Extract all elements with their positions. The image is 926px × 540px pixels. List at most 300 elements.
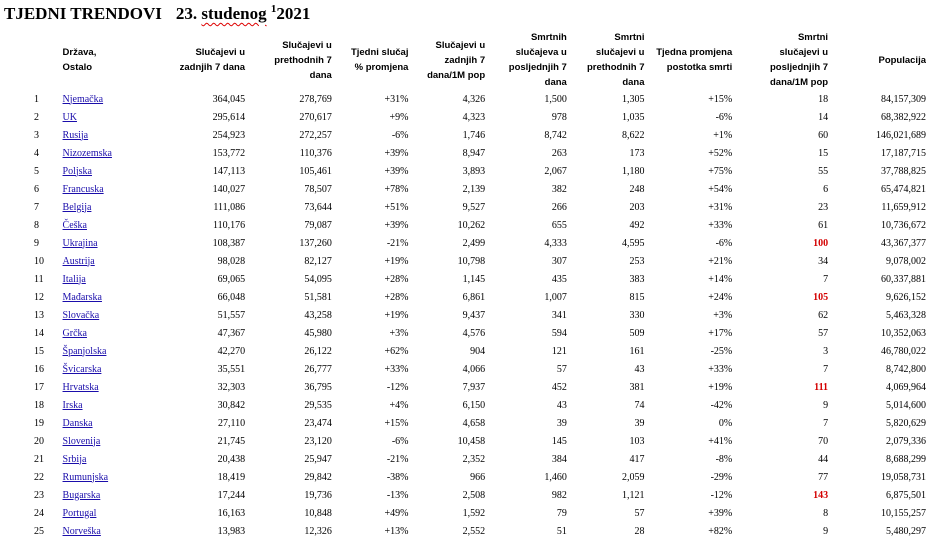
weekly-death-change-cell: +3%	[713, 309, 733, 321]
country-cell	[63, 90, 152, 108]
cases-per-1m-cell: 10,458	[457, 435, 486, 447]
table-row	[0, 198, 926, 216]
cases-prev-7-cell: 105,461	[299, 165, 332, 177]
country-link[interactable]: Italija	[62, 273, 86, 285]
country-link[interactable]: Srbija	[62, 453, 87, 465]
row-rank: 9	[34, 237, 39, 249]
country-cell	[63, 108, 152, 126]
row-rank: 13	[34, 309, 44, 321]
cases-per-1m-cell: 9,437	[462, 309, 486, 321]
country-link[interactable]: Slovačka	[62, 309, 100, 321]
deaths-prev-7-cell: 492	[629, 219, 645, 231]
cases-per-1m-cell: 4,066	[462, 363, 486, 375]
country-link[interactable]: Nizozemska	[62, 147, 112, 159]
country-link[interactable]: Švicarska	[62, 363, 102, 375]
table-row	[0, 504, 926, 522]
weekly-case-change-cell: -21%	[386, 237, 409, 249]
table-row	[0, 522, 926, 540]
table-row	[0, 324, 926, 342]
cases-last-7-cell: 111,086	[213, 201, 246, 213]
deaths-prev-7-cell: 1,035	[622, 111, 645, 123]
country-link[interactable]: Češka	[62, 219, 87, 231]
table-row	[0, 432, 926, 450]
cases-prev-7-cell: 25,947	[304, 453, 332, 465]
cases-last-7-cell: 18,419	[217, 471, 246, 483]
country-cell	[63, 342, 152, 360]
row-rank: 8	[34, 219, 39, 231]
row-rank: 19	[34, 417, 44, 429]
deaths-per-1m-cell: 57	[818, 327, 829, 339]
cases-per-1m-cell: 904	[470, 345, 486, 357]
row-rank: 1	[34, 93, 39, 105]
country-link[interactable]: Norveška	[62, 525, 101, 537]
deaths-per-1m-cell: 143	[813, 489, 829, 501]
weekly-case-change-cell: +28%	[384, 273, 409, 285]
deaths-last-7-cell: 2,067	[544, 165, 567, 177]
deaths-per-1m-cell: 3	[823, 345, 829, 357]
weekly-case-change-cell: +19%	[384, 309, 409, 321]
weekly-case-change-cell: -6%	[391, 129, 409, 141]
row-rank: 5	[34, 165, 39, 177]
cases-last-7-cell: 51,557	[217, 309, 246, 321]
cases-last-7-cell: 108,387	[212, 237, 246, 249]
country-cell	[63, 360, 152, 378]
deaths-prev-7-cell: 4,595	[622, 237, 645, 249]
row-rank: 14	[34, 327, 44, 339]
table-row	[0, 486, 926, 504]
table-row	[0, 378, 926, 396]
cases-prev-7-cell: 270,617	[299, 111, 332, 123]
population-cell: 146,021,689	[876, 129, 926, 141]
deaths-prev-7-cell: 1,121	[622, 489, 645, 501]
weekly-case-change-cell: +78%	[384, 183, 409, 195]
deaths-last-7-cell: 1,007	[544, 291, 567, 303]
deaths-last-7-cell: 4,333	[544, 237, 567, 249]
population-cell: 8,688,299	[886, 453, 926, 465]
header-cases-prev-7[interactable]: Slučajevi u prethodnih 7 dana	[274, 39, 332, 81]
cases-prev-7-cell: 26,777	[304, 363, 332, 375]
population-cell: 17,187,715	[881, 147, 926, 159]
table-row	[0, 162, 926, 180]
population-cell: 5,463,328	[886, 309, 926, 321]
table-row	[0, 252, 926, 270]
cases-last-7-cell: 17,244	[217, 489, 246, 501]
cases-last-7-cell: 42,270	[217, 345, 246, 357]
cases-per-1m-cell: 4,576	[462, 327, 486, 339]
cases-prev-7-cell: 79,087	[304, 219, 332, 231]
row-rank: 25	[34, 525, 44, 537]
cases-prev-7-cell: 26,122	[304, 345, 332, 357]
header-country[interactable]: Država, Ostalo	[62, 47, 97, 73]
country-cell	[63, 180, 152, 198]
row-rank: 22	[34, 471, 44, 483]
country-cell	[63, 522, 152, 540]
deaths-last-7-cell: 57	[556, 363, 567, 375]
deaths-last-7-cell: 594	[551, 327, 567, 339]
population-cell: 5,820,629	[886, 417, 926, 429]
population-cell: 9,626,152	[886, 291, 926, 303]
deaths-prev-7-cell: 815	[629, 291, 645, 303]
weekly-case-change-cell: +3%	[389, 327, 409, 339]
header-rank	[0, 30, 63, 90]
population-cell: 46,780,022	[881, 345, 926, 357]
deaths-prev-7-cell: 248	[629, 183, 645, 195]
country-link[interactable]: Njemačka	[62, 93, 104, 105]
table-header-row	[0, 30, 926, 90]
row-rank: 6	[34, 183, 39, 195]
weekly-death-change-cell: 0%	[718, 417, 733, 429]
country-link[interactable]: Bugarska	[62, 489, 101, 501]
deaths-prev-7-cell: 330	[629, 309, 645, 321]
cases-per-1m-cell: 6,150	[462, 399, 486, 411]
cases-prev-7-cell: 73,644	[304, 201, 332, 213]
deaths-per-1m-cell: 70	[818, 435, 829, 447]
cases-per-1m-cell: 10,262	[457, 219, 486, 231]
deaths-prev-7-cell: 43	[634, 363, 645, 375]
population-cell: 5,014,600	[886, 399, 926, 411]
cases-last-7-cell: 153,772	[212, 147, 246, 159]
population-cell: 8,742,800	[886, 363, 926, 375]
weekly-death-change-cell: +52%	[708, 147, 733, 159]
population-cell: 84,157,309	[881, 93, 926, 105]
deaths-last-7-cell: 266	[551, 201, 567, 213]
deaths-prev-7-cell: 8,622	[622, 129, 645, 141]
row-rank: 3	[34, 129, 39, 141]
table-row	[0, 144, 926, 162]
row-rank: 24	[34, 507, 44, 519]
deaths-last-7-cell: 978	[551, 111, 567, 123]
deaths-last-7-cell: 384	[551, 453, 567, 465]
weekly-death-change-cell: -6%	[715, 111, 733, 123]
cases-per-1m-cell: 9,527	[462, 201, 486, 213]
weekly-case-change-cell: +19%	[384, 255, 409, 267]
weekly-death-change-cell: +1%	[713, 129, 733, 141]
country-link[interactable]: UK	[62, 111, 77, 123]
cases-prev-7-cell: 29,535	[304, 399, 332, 411]
weekly-case-change-cell: +62%	[384, 345, 409, 357]
deaths-per-1m-cell: 7	[823, 417, 829, 429]
deaths-last-7-cell: 43	[556, 399, 567, 411]
weekly-death-change-cell: +24%	[708, 291, 733, 303]
deaths-last-7-cell: 121	[551, 345, 567, 357]
weekly-case-change-cell: -13%	[386, 489, 409, 501]
deaths-per-1m-cell: 55	[818, 165, 829, 177]
header-population[interactable]: Populacija	[878, 54, 926, 66]
deaths-per-1m-cell: 62	[818, 309, 829, 321]
country-cell	[63, 504, 152, 522]
country-link[interactable]: Austrija	[62, 255, 95, 267]
cases-per-1m-cell: 6,861	[462, 291, 486, 303]
country-link[interactable]: Irska	[62, 399, 83, 411]
deaths-prev-7-cell: 203	[629, 201, 645, 213]
table-row	[0, 342, 926, 360]
table-row	[0, 270, 926, 288]
deaths-last-7-cell: 982	[551, 489, 567, 501]
cases-per-1m-cell: 2,352	[462, 453, 486, 465]
cases-last-7-cell: 13,983	[217, 525, 246, 537]
deaths-prev-7-cell: 28	[634, 525, 645, 537]
cases-per-1m-cell: 3,893	[462, 165, 486, 177]
deaths-per-1m-cell: 111	[814, 381, 829, 393]
deaths-last-7-cell: 341	[551, 309, 567, 321]
population-cell: 65,474,821	[881, 183, 926, 195]
table-row	[0, 216, 926, 234]
deaths-last-7-cell: 382	[551, 183, 567, 195]
population-cell: 10,352,063	[881, 327, 926, 339]
weekly-case-change-cell: -21%	[386, 453, 409, 465]
table-row	[0, 450, 926, 468]
deaths-per-1m-cell: 9	[823, 525, 829, 537]
cases-per-1m-cell: 4,658	[462, 417, 486, 429]
population-cell: 11,659,912	[881, 201, 926, 213]
country-link[interactable]: Rumunjska	[62, 471, 109, 483]
weekly-case-change-cell: +39%	[384, 147, 409, 159]
cases-prev-7-cell: 12,326	[304, 525, 332, 537]
cases-last-7-cell: 20,438	[217, 453, 246, 465]
country-cell	[63, 198, 152, 216]
cases-per-1m-cell: 1,746	[462, 129, 486, 141]
deaths-last-7-cell: 145	[551, 435, 567, 447]
weekly-death-change-cell: +33%	[708, 363, 733, 375]
population-cell: 10,155,257	[881, 507, 926, 519]
cases-prev-7-cell: 29,842	[304, 471, 332, 483]
weekly-death-change-cell: -25%	[710, 345, 733, 357]
country-cell	[63, 378, 152, 396]
title-main: TJEDNI TRENDOVI	[4, 4, 162, 23]
population-cell: 19,058,731	[881, 471, 926, 483]
deaths-prev-7-cell: 161	[629, 345, 645, 357]
country-link[interactable]: Rusija	[62, 129, 89, 141]
cases-last-7-cell: 27,110	[217, 417, 246, 429]
deaths-last-7-cell: 79	[556, 507, 567, 519]
deaths-prev-7-cell: 74	[634, 399, 645, 411]
country-link[interactable]: Francuska	[62, 183, 104, 195]
deaths-prev-7-cell: 1,180	[622, 165, 645, 177]
header-cases-per-1m[interactable]: Slučajevi u zadnjih 7 dana/1M pop	[427, 39, 486, 81]
country-link[interactable]: Hrvatska	[62, 381, 99, 393]
population-cell: 43,367,377	[881, 237, 926, 249]
cases-prev-7-cell: 51,581	[304, 291, 332, 303]
weekly-death-change-cell: +33%	[708, 219, 733, 231]
country-cell	[63, 252, 152, 270]
weekly-case-change-cell: +39%	[384, 165, 409, 177]
document-title	[4, 4, 310, 24]
deaths-last-7-cell: 8,742	[544, 129, 567, 141]
cases-prev-7-cell: 43,258	[304, 309, 332, 321]
country-link[interactable]: Belgija	[62, 201, 92, 213]
table-row	[0, 288, 926, 306]
cases-per-1m-cell: 10,798	[457, 255, 486, 267]
weekly-trends-table	[0, 30, 926, 540]
deaths-per-1m-cell: 105	[813, 291, 829, 303]
deaths-prev-7-cell: 103	[629, 435, 645, 447]
weekly-death-change-cell: -42%	[710, 399, 733, 411]
cases-per-1m-cell: 7,937	[462, 381, 486, 393]
header-weekly-case-change[interactable]: Tjedni slučaj % promjena	[350, 47, 409, 73]
cases-per-1m-cell: 966	[470, 471, 486, 483]
cases-prev-7-cell: 137,260	[299, 237, 332, 249]
deaths-per-1m-cell: 60	[818, 129, 829, 141]
country-link[interactable]: Poljska	[62, 165, 92, 177]
country-cell	[63, 396, 152, 414]
cases-prev-7-cell: 45,980	[304, 327, 332, 339]
weekly-death-change-cell: +54%	[708, 183, 733, 195]
country-cell	[63, 306, 152, 324]
table-row	[0, 126, 926, 144]
weekly-case-change-cell: +31%	[384, 93, 409, 105]
cases-prev-7-cell: 23,120	[304, 435, 332, 447]
deaths-per-1m-cell: 8	[823, 507, 829, 519]
population-cell: 68,382,922	[881, 111, 926, 123]
deaths-per-1m-cell: 14	[818, 111, 829, 123]
country-cell	[63, 432, 152, 450]
cases-per-1m-cell: 4,326	[462, 93, 486, 105]
weekly-death-change-cell: +39%	[708, 507, 733, 519]
header-deaths-last-7[interactable]: Smrtnih slučajeva u posljednjih 7 dana	[508, 32, 567, 88]
row-rank: 18	[34, 399, 44, 411]
population-cell: 10,736,672	[881, 219, 926, 231]
population-cell: 6,875,501	[886, 489, 926, 501]
cases-per-1m-cell: 2,508	[462, 489, 486, 501]
deaths-per-1m-cell: 23	[818, 201, 829, 213]
weekly-case-change-cell: +33%	[384, 363, 409, 375]
row-rank: 16	[34, 363, 44, 375]
deaths-prev-7-cell: 381	[629, 381, 645, 393]
cases-prev-7-cell: 272,257	[299, 129, 332, 141]
weekly-case-change-cell: -6%	[391, 435, 409, 447]
deaths-prev-7-cell: 173	[629, 147, 645, 159]
title-date-prefix: 23.	[175, 4, 198, 23]
weekly-death-change-cell: +75%	[708, 165, 733, 177]
table-row	[0, 180, 926, 198]
population-cell: 37,788,825	[881, 165, 926, 177]
deaths-last-7-cell: 655	[551, 219, 567, 231]
cases-prev-7-cell: 54,095	[304, 273, 332, 285]
cases-last-7-cell: 66,048	[217, 291, 246, 303]
cases-last-7-cell: 21,745	[217, 435, 246, 447]
country-link[interactable]: Slovenija	[62, 435, 101, 447]
weekly-case-change-cell: -38%	[386, 471, 409, 483]
cases-last-7-cell: 140,027	[212, 183, 246, 195]
cases-per-1m-cell: 4,323	[462, 111, 486, 123]
weekly-death-change-cell: +15%	[708, 93, 733, 105]
weekly-death-change-cell: -12%	[710, 489, 733, 501]
cases-per-1m-cell: 1,145	[462, 273, 486, 285]
population-cell: 4,069,964	[886, 381, 926, 393]
header-deaths-prev-7[interactable]: Smrtni slučajevi u prethodnih 7 dana	[586, 32, 645, 88]
country-cell	[63, 144, 152, 162]
deaths-per-1m-cell: 77	[818, 471, 829, 483]
cases-per-1m-cell: 2,499	[462, 237, 486, 249]
cases-last-7-cell: 295,614	[212, 111, 246, 123]
cases-last-7-cell: 364,045	[212, 93, 246, 105]
table-row	[0, 360, 926, 378]
table-row	[0, 468, 926, 486]
weekly-case-change-cell: +9%	[389, 111, 409, 123]
deaths-per-1m-cell: 6	[823, 183, 829, 195]
deaths-last-7-cell: 51	[556, 525, 567, 537]
cases-last-7-cell: 35,551	[217, 363, 246, 375]
deaths-per-1m-cell: 7	[823, 273, 829, 285]
deaths-last-7-cell: 1,460	[544, 471, 567, 483]
cases-last-7-cell: 110,176	[212, 219, 246, 231]
row-rank: 12	[34, 291, 44, 303]
table-row	[0, 90, 926, 108]
deaths-last-7-cell: 307	[551, 255, 567, 267]
cases-prev-7-cell: 23,474	[304, 417, 332, 429]
weekly-death-change-cell: -29%	[710, 471, 733, 483]
row-rank: 7	[34, 201, 39, 213]
title-date-month: studenog	[201, 4, 267, 23]
cases-last-7-cell: 16,163	[217, 507, 246, 519]
weekly-death-change-cell: +14%	[708, 273, 733, 285]
deaths-prev-7-cell: 39	[634, 417, 645, 429]
cases-prev-7-cell: 278,769	[299, 93, 332, 105]
country-link[interactable]: Ukrajina	[62, 237, 98, 249]
row-rank: 4	[34, 147, 39, 159]
cases-last-7-cell: 254,923	[212, 129, 246, 141]
country-cell	[63, 162, 152, 180]
country-link[interactable]: Španjolska	[62, 345, 107, 357]
cases-last-7-cell: 32,303	[217, 381, 246, 393]
table-row	[0, 108, 926, 126]
country-link[interactable]: Portugal	[62, 507, 97, 519]
row-rank: 23	[34, 489, 44, 501]
deaths-prev-7-cell: 57	[634, 507, 645, 519]
header-weekly-death-change[interactable]: Tjedna promjena postotka smrti	[656, 47, 733, 73]
deaths-prev-7-cell: 1,305	[622, 93, 645, 105]
country-link[interactable]: Grčka	[62, 327, 87, 339]
country-cell	[63, 450, 152, 468]
header-cases-last-7[interactable]: Slučajevi u zadnjih 7 dana	[179, 47, 246, 73]
cases-prev-7-cell: 36,795	[304, 381, 332, 393]
weekly-case-change-cell: -12%	[386, 381, 409, 393]
weekly-case-change-cell: +49%	[384, 507, 409, 519]
cases-last-7-cell: 147,113	[212, 165, 246, 177]
table-row	[0, 234, 926, 252]
weekly-death-change-cell: +31%	[708, 201, 733, 213]
cases-prev-7-cell: 78,507	[304, 183, 332, 195]
table-body	[0, 90, 926, 540]
country-cell	[63, 126, 152, 144]
weekly-death-change-cell: +41%	[708, 435, 733, 447]
cases-prev-7-cell: 110,376	[299, 147, 332, 159]
country-link[interactable]: Danska	[62, 417, 93, 429]
weekly-case-change-cell: +13%	[384, 525, 409, 537]
cases-prev-7-cell: 19,736	[304, 489, 332, 501]
weekly-death-change-cell: -8%	[715, 453, 733, 465]
row-rank: 21	[34, 453, 44, 465]
country-cell	[63, 486, 152, 504]
population-cell: 60,337,881	[881, 273, 926, 285]
population-cell: 2,079,336	[886, 435, 926, 447]
cases-per-1m-cell: 2,552	[462, 525, 486, 537]
weekly-death-change-cell: +82%	[708, 525, 733, 537]
deaths-last-7-cell: 1,500	[544, 93, 567, 105]
deaths-last-7-cell: 435	[551, 273, 567, 285]
deaths-last-7-cell: 39	[556, 417, 567, 429]
header-deaths-per-1m[interactable]: Smrtni slučajevi u posljednjih 7 dana/1M pop	[770, 32, 829, 88]
population-cell: 5,480,297	[886, 525, 926, 537]
row-rank: 2	[34, 111, 39, 123]
title-superscript: 1	[270, 3, 277, 15]
row-rank: 10	[34, 255, 44, 267]
cases-last-7-cell: 30,842	[217, 399, 246, 411]
table-row	[0, 414, 926, 432]
deaths-prev-7-cell: 417	[629, 453, 645, 465]
weekly-death-change-cell: +21%	[708, 255, 733, 267]
country-link[interactable]: Mađarska	[62, 291, 102, 303]
